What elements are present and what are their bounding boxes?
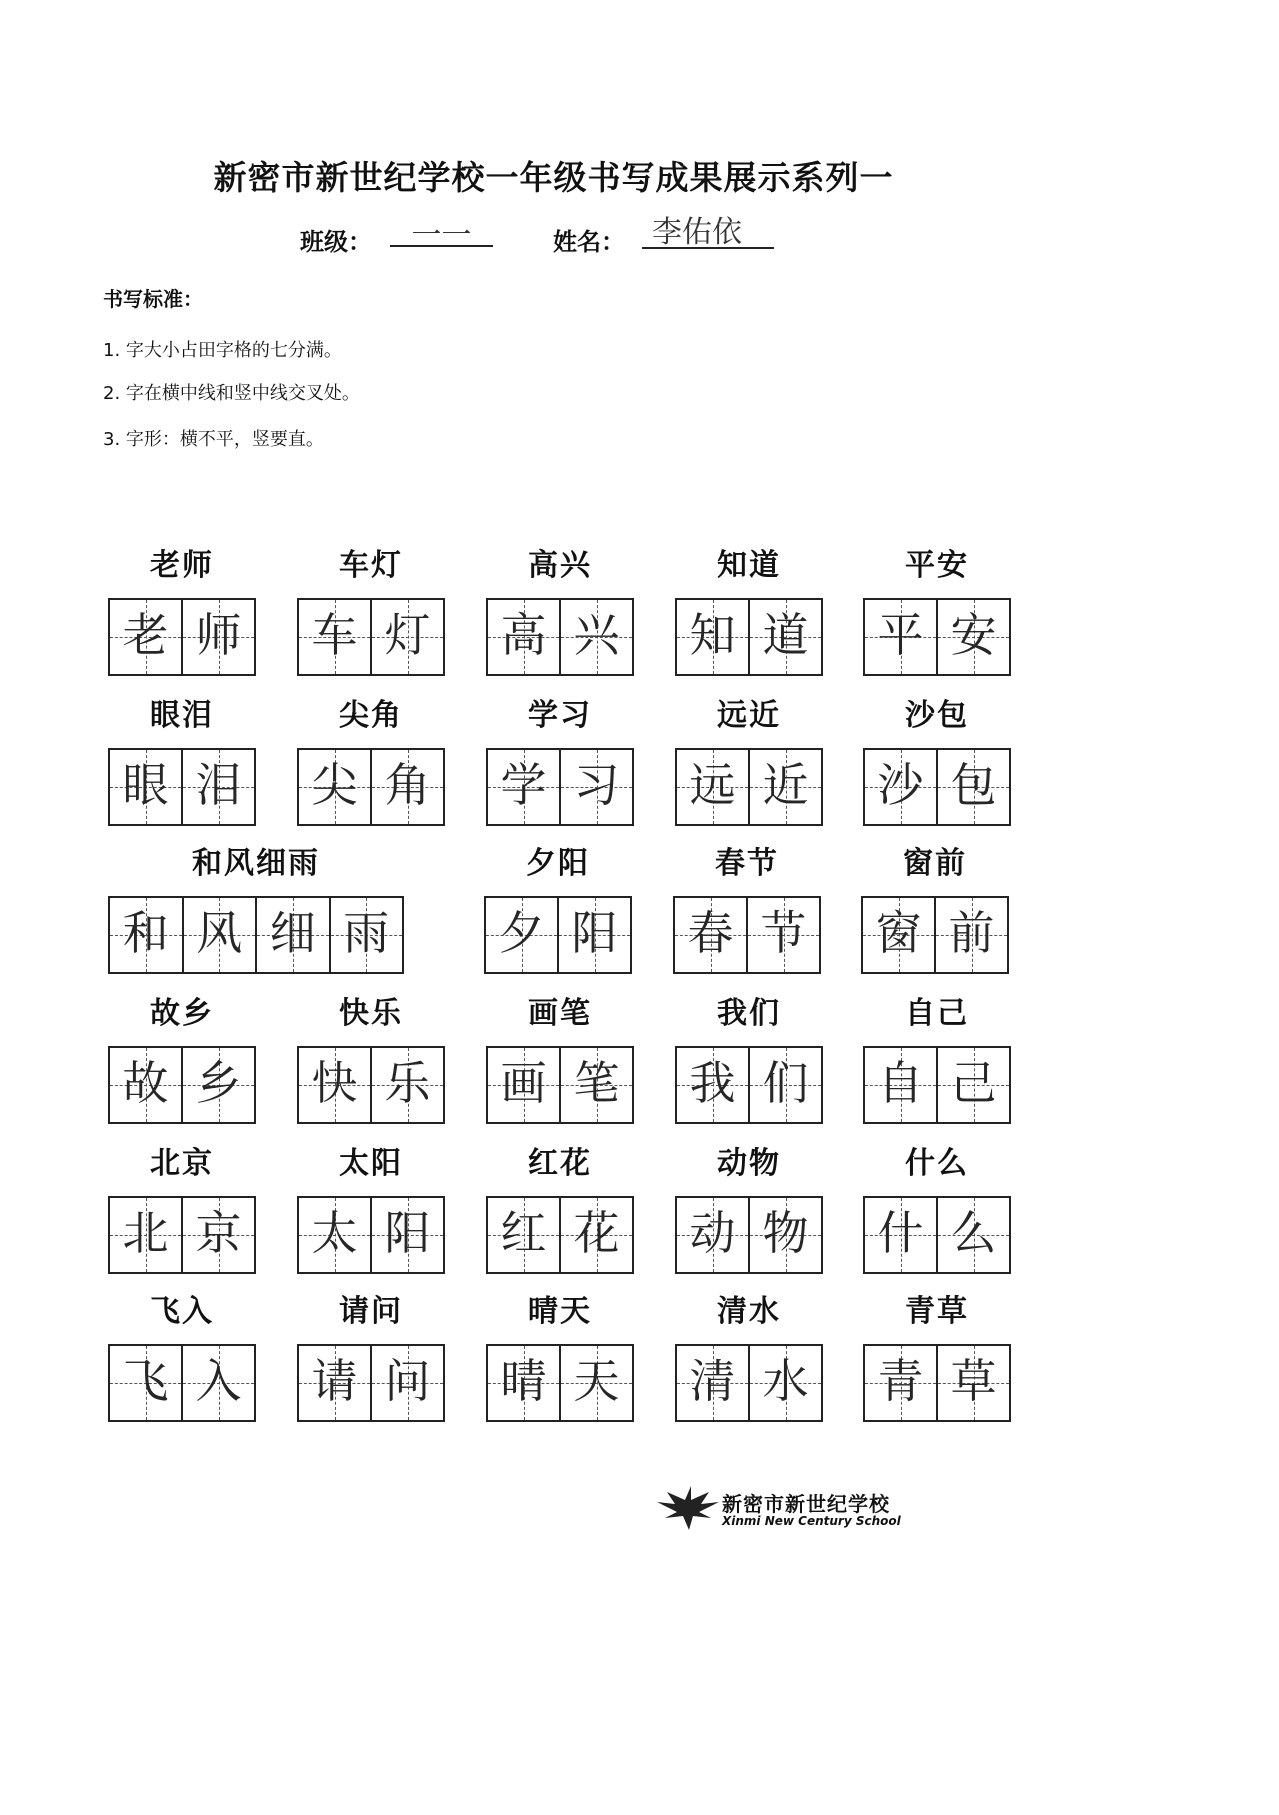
handwritten-char: 远 — [689, 758, 736, 812]
tianzige-grid — [863, 748, 1011, 826]
writing-cell — [675, 898, 746, 972]
handwritten-char: 泪 — [195, 758, 242, 812]
writing-cell — [299, 1048, 370, 1122]
handwritten-char: 北 — [122, 1206, 169, 1260]
handwritten-char: 物 — [762, 1206, 809, 1260]
word-prompt: 飞入 — [150, 1294, 214, 1329]
writing-cell — [110, 1346, 181, 1420]
writing-cell — [110, 750, 181, 824]
handwritten-char: 细 — [269, 906, 316, 960]
tianzige-grid — [675, 1196, 823, 1274]
class-label: 班级： — [300, 227, 372, 256]
tianzige-grid — [486, 1196, 634, 1274]
writing-cell — [746, 898, 819, 972]
writing-cell — [865, 1198, 936, 1272]
word-prompt: 夕阳 — [526, 846, 590, 881]
handwritten-char: 晴 — [500, 1354, 547, 1408]
page-title: 新密市新世纪学校一年级书写成果展示系列一 — [213, 158, 894, 197]
standard-item: 2. 字在横中线和竖中线交叉处。 — [103, 383, 360, 404]
writing-cell — [748, 600, 821, 674]
writing-cell — [110, 600, 181, 674]
writing-cell — [748, 1346, 821, 1420]
word-prompt: 故乡 — [150, 996, 214, 1031]
writing-cell — [110, 1198, 181, 1272]
writing-cell — [936, 1346, 1009, 1420]
word-prompt: 自己 — [905, 996, 969, 1031]
handwritten-char: 沙 — [877, 758, 924, 812]
handwritten-char: 包 — [950, 758, 997, 812]
handwritten-char: 笔 — [573, 1056, 620, 1110]
handwritten-char: 车 — [311, 608, 358, 662]
writing-cell — [677, 750, 748, 824]
name-label: 姓名： — [553, 227, 625, 256]
tianzige-grid — [108, 598, 256, 676]
tianzige-grid — [861, 896, 1009, 974]
tianzige-grid — [863, 598, 1011, 676]
word-prompt: 什么 — [905, 1146, 969, 1181]
handwritten-char: 尖 — [311, 758, 358, 812]
writing-cell — [677, 1198, 748, 1272]
word-prompt: 红花 — [528, 1146, 592, 1181]
handwritten-char: 青 — [877, 1354, 924, 1408]
word-prompt: 高兴 — [528, 548, 592, 583]
handwritten-char: 阳 — [571, 906, 618, 960]
tianzige-grid — [484, 896, 632, 974]
handwritten-char: 夕 — [498, 906, 545, 960]
writing-cell — [559, 1198, 632, 1272]
writing-cell — [329, 898, 403, 972]
handwritten-char: 么 — [950, 1206, 997, 1260]
word-prompt: 学习 — [528, 698, 592, 733]
word-prompt: 远近 — [717, 698, 781, 733]
handwritten-char: 平 — [877, 608, 924, 662]
tianzige-grid — [863, 1046, 1011, 1124]
tianzige-grid — [486, 1046, 634, 1124]
writing-cell — [865, 750, 936, 824]
word-prompt: 窗前 — [903, 846, 967, 881]
writing-cell — [181, 750, 254, 824]
tianzige-grid — [297, 598, 445, 676]
writing-cell — [936, 600, 1009, 674]
word-prompt: 青草 — [905, 1294, 969, 1329]
writing-cell — [181, 1048, 254, 1122]
writing-cell — [748, 1198, 821, 1272]
writing-cell — [936, 1198, 1009, 1272]
handwritten-char: 和 — [122, 906, 169, 960]
tianzige-grid — [675, 748, 823, 826]
writing-cell — [486, 898, 557, 972]
writing-cell — [865, 1346, 936, 1420]
handwritten-char: 问 — [384, 1354, 431, 1408]
handwritten-char: 天 — [573, 1354, 620, 1408]
word-prompt: 车灯 — [339, 548, 403, 583]
writing-cell — [677, 1048, 748, 1122]
writing-cell — [748, 1048, 821, 1122]
word-prompt: 知道 — [717, 548, 781, 583]
tianzige-grid — [108, 748, 256, 826]
handwritten-char: 安 — [950, 608, 997, 662]
handwritten-char: 高 — [500, 608, 547, 662]
handwritten-char: 灯 — [384, 608, 431, 662]
tianzige-grid — [108, 896, 404, 974]
word-prompt: 请问 — [339, 1294, 403, 1329]
writing-cell — [863, 898, 934, 972]
writing-cell — [488, 1346, 559, 1420]
handwritten-char: 学 — [500, 758, 547, 812]
handwritten-char: 什 — [877, 1206, 924, 1260]
word-prompt: 老师 — [150, 548, 214, 583]
writing-cell — [488, 750, 559, 824]
writing-cell — [936, 750, 1009, 824]
school-name-en: Xinmi New Century School — [722, 1514, 901, 1528]
tianzige-grid — [673, 896, 821, 974]
writing-cell — [299, 1198, 370, 1272]
writing-cell — [559, 1346, 632, 1420]
handwritten-char: 春 — [687, 906, 734, 960]
name-value: 李佑依 — [652, 215, 742, 250]
writing-cell — [488, 1198, 559, 1272]
tianzige-grid — [675, 1046, 823, 1124]
tianzige-grid — [675, 598, 823, 676]
writing-cell — [370, 1346, 443, 1420]
writing-cell — [865, 600, 936, 674]
writing-cell — [110, 1048, 181, 1122]
handwritten-char: 眼 — [122, 758, 169, 812]
writing-cell — [748, 750, 821, 824]
handwritten-char: 水 — [762, 1354, 809, 1408]
handwritten-char: 风 — [196, 906, 243, 960]
handwritten-char: 自 — [877, 1056, 924, 1110]
handwritten-char: 花 — [573, 1206, 620, 1260]
tianzige-grid — [297, 1046, 445, 1124]
handwritten-char: 乐 — [384, 1056, 431, 1110]
handwritten-char: 阳 — [384, 1206, 431, 1260]
handwritten-char: 近 — [762, 758, 809, 812]
tianzige-grid — [297, 1196, 445, 1274]
writing-cell — [936, 1048, 1009, 1122]
writing-cell — [559, 750, 632, 824]
writing-cell — [370, 1198, 443, 1272]
handwritten-char: 太 — [311, 1206, 358, 1260]
writing-cell — [299, 1346, 370, 1420]
handwritten-char: 飞 — [122, 1354, 169, 1408]
writing-cell — [677, 600, 748, 674]
tianzige-grid — [297, 748, 445, 826]
handwritten-char: 乡 — [195, 1056, 242, 1110]
writing-cell — [934, 898, 1007, 972]
handwritten-char: 前 — [948, 906, 995, 960]
writing-cell — [182, 898, 256, 972]
writing-cell — [559, 600, 632, 674]
handwritten-char: 师 — [195, 608, 242, 662]
handwritten-char: 习 — [573, 758, 620, 812]
standard-item: 3. 字形：横不平，竖要直。 — [103, 429, 324, 450]
word-prompt: 画笔 — [528, 996, 592, 1031]
tianzige-grid — [486, 748, 634, 826]
tianzige-grid — [108, 1196, 256, 1274]
standard-item: 1. 字大小占田字格的七分满。 — [103, 340, 342, 361]
writing-cell — [370, 600, 443, 674]
word-prompt: 尖角 — [339, 698, 403, 733]
tianzige-grid — [108, 1344, 256, 1422]
standards-heading: 书写标准： — [103, 287, 203, 311]
word-prompt: 清水 — [717, 1294, 781, 1329]
tianzige-grid — [108, 1046, 256, 1124]
handwritten-char: 窗 — [875, 906, 922, 960]
handwritten-char: 雨 — [343, 906, 390, 960]
writing-cell — [299, 600, 370, 674]
handwritten-char: 我 — [689, 1056, 736, 1110]
school-name: 新密市新世纪学校 — [722, 1492, 890, 1516]
writing-cell — [488, 1048, 559, 1122]
word-prompt: 北京 — [150, 1146, 214, 1181]
handwritten-char: 己 — [950, 1056, 997, 1110]
word-prompt: 我们 — [717, 996, 781, 1031]
handwritten-char: 草 — [950, 1354, 997, 1408]
word-prompt: 沙包 — [905, 698, 969, 733]
handwritten-char: 红 — [500, 1206, 547, 1260]
word-prompt: 平安 — [905, 548, 969, 583]
handwritten-char: 请 — [311, 1354, 358, 1408]
writing-cell — [370, 750, 443, 824]
word-prompt: 快乐 — [339, 996, 403, 1031]
tianzige-grid — [486, 1344, 634, 1422]
tianzige-grid — [486, 598, 634, 676]
tianzige-grid — [863, 1344, 1011, 1422]
writing-cell — [677, 1346, 748, 1420]
writing-cell — [865, 1048, 936, 1122]
tianzige-grid — [863, 1196, 1011, 1274]
handwritten-char: 动 — [689, 1206, 736, 1260]
handwritten-char: 老 — [122, 608, 169, 662]
handwritten-char: 知 — [689, 608, 736, 662]
handwritten-char: 清 — [689, 1354, 736, 1408]
handwritten-char: 道 — [762, 608, 809, 662]
writing-cell — [110, 898, 182, 972]
word-prompt: 春节 — [715, 846, 779, 881]
handwritten-char: 京 — [195, 1206, 242, 1260]
word-prompt: 和风细雨 — [192, 846, 320, 881]
tianzige-grid — [297, 1344, 445, 1422]
writing-cell — [255, 898, 329, 972]
writing-cell — [181, 600, 254, 674]
handwritten-char: 节 — [760, 906, 807, 960]
word-prompt: 太阳 — [339, 1146, 403, 1181]
handwritten-char: 快 — [311, 1056, 358, 1110]
handwritten-char: 们 — [762, 1056, 809, 1110]
writing-cell — [181, 1346, 254, 1420]
handwritten-char: 画 — [500, 1056, 547, 1110]
writing-cell — [370, 1048, 443, 1122]
class-value: 一一 — [411, 218, 472, 253]
tianzige-grid — [675, 1344, 823, 1422]
handwritten-char: 兴 — [573, 608, 620, 662]
word-prompt: 晴天 — [528, 1294, 592, 1329]
word-prompt: 动物 — [717, 1146, 781, 1181]
writing-cell — [181, 1198, 254, 1272]
handwritten-char: 入 — [195, 1354, 242, 1408]
word-prompt: 眼泪 — [150, 698, 214, 733]
handwritten-char: 角 — [384, 758, 431, 812]
writing-cell — [559, 1048, 632, 1122]
handwritten-char: 故 — [122, 1056, 169, 1110]
writing-cell — [488, 600, 559, 674]
writing-cell — [557, 898, 630, 972]
writing-cell — [299, 750, 370, 824]
